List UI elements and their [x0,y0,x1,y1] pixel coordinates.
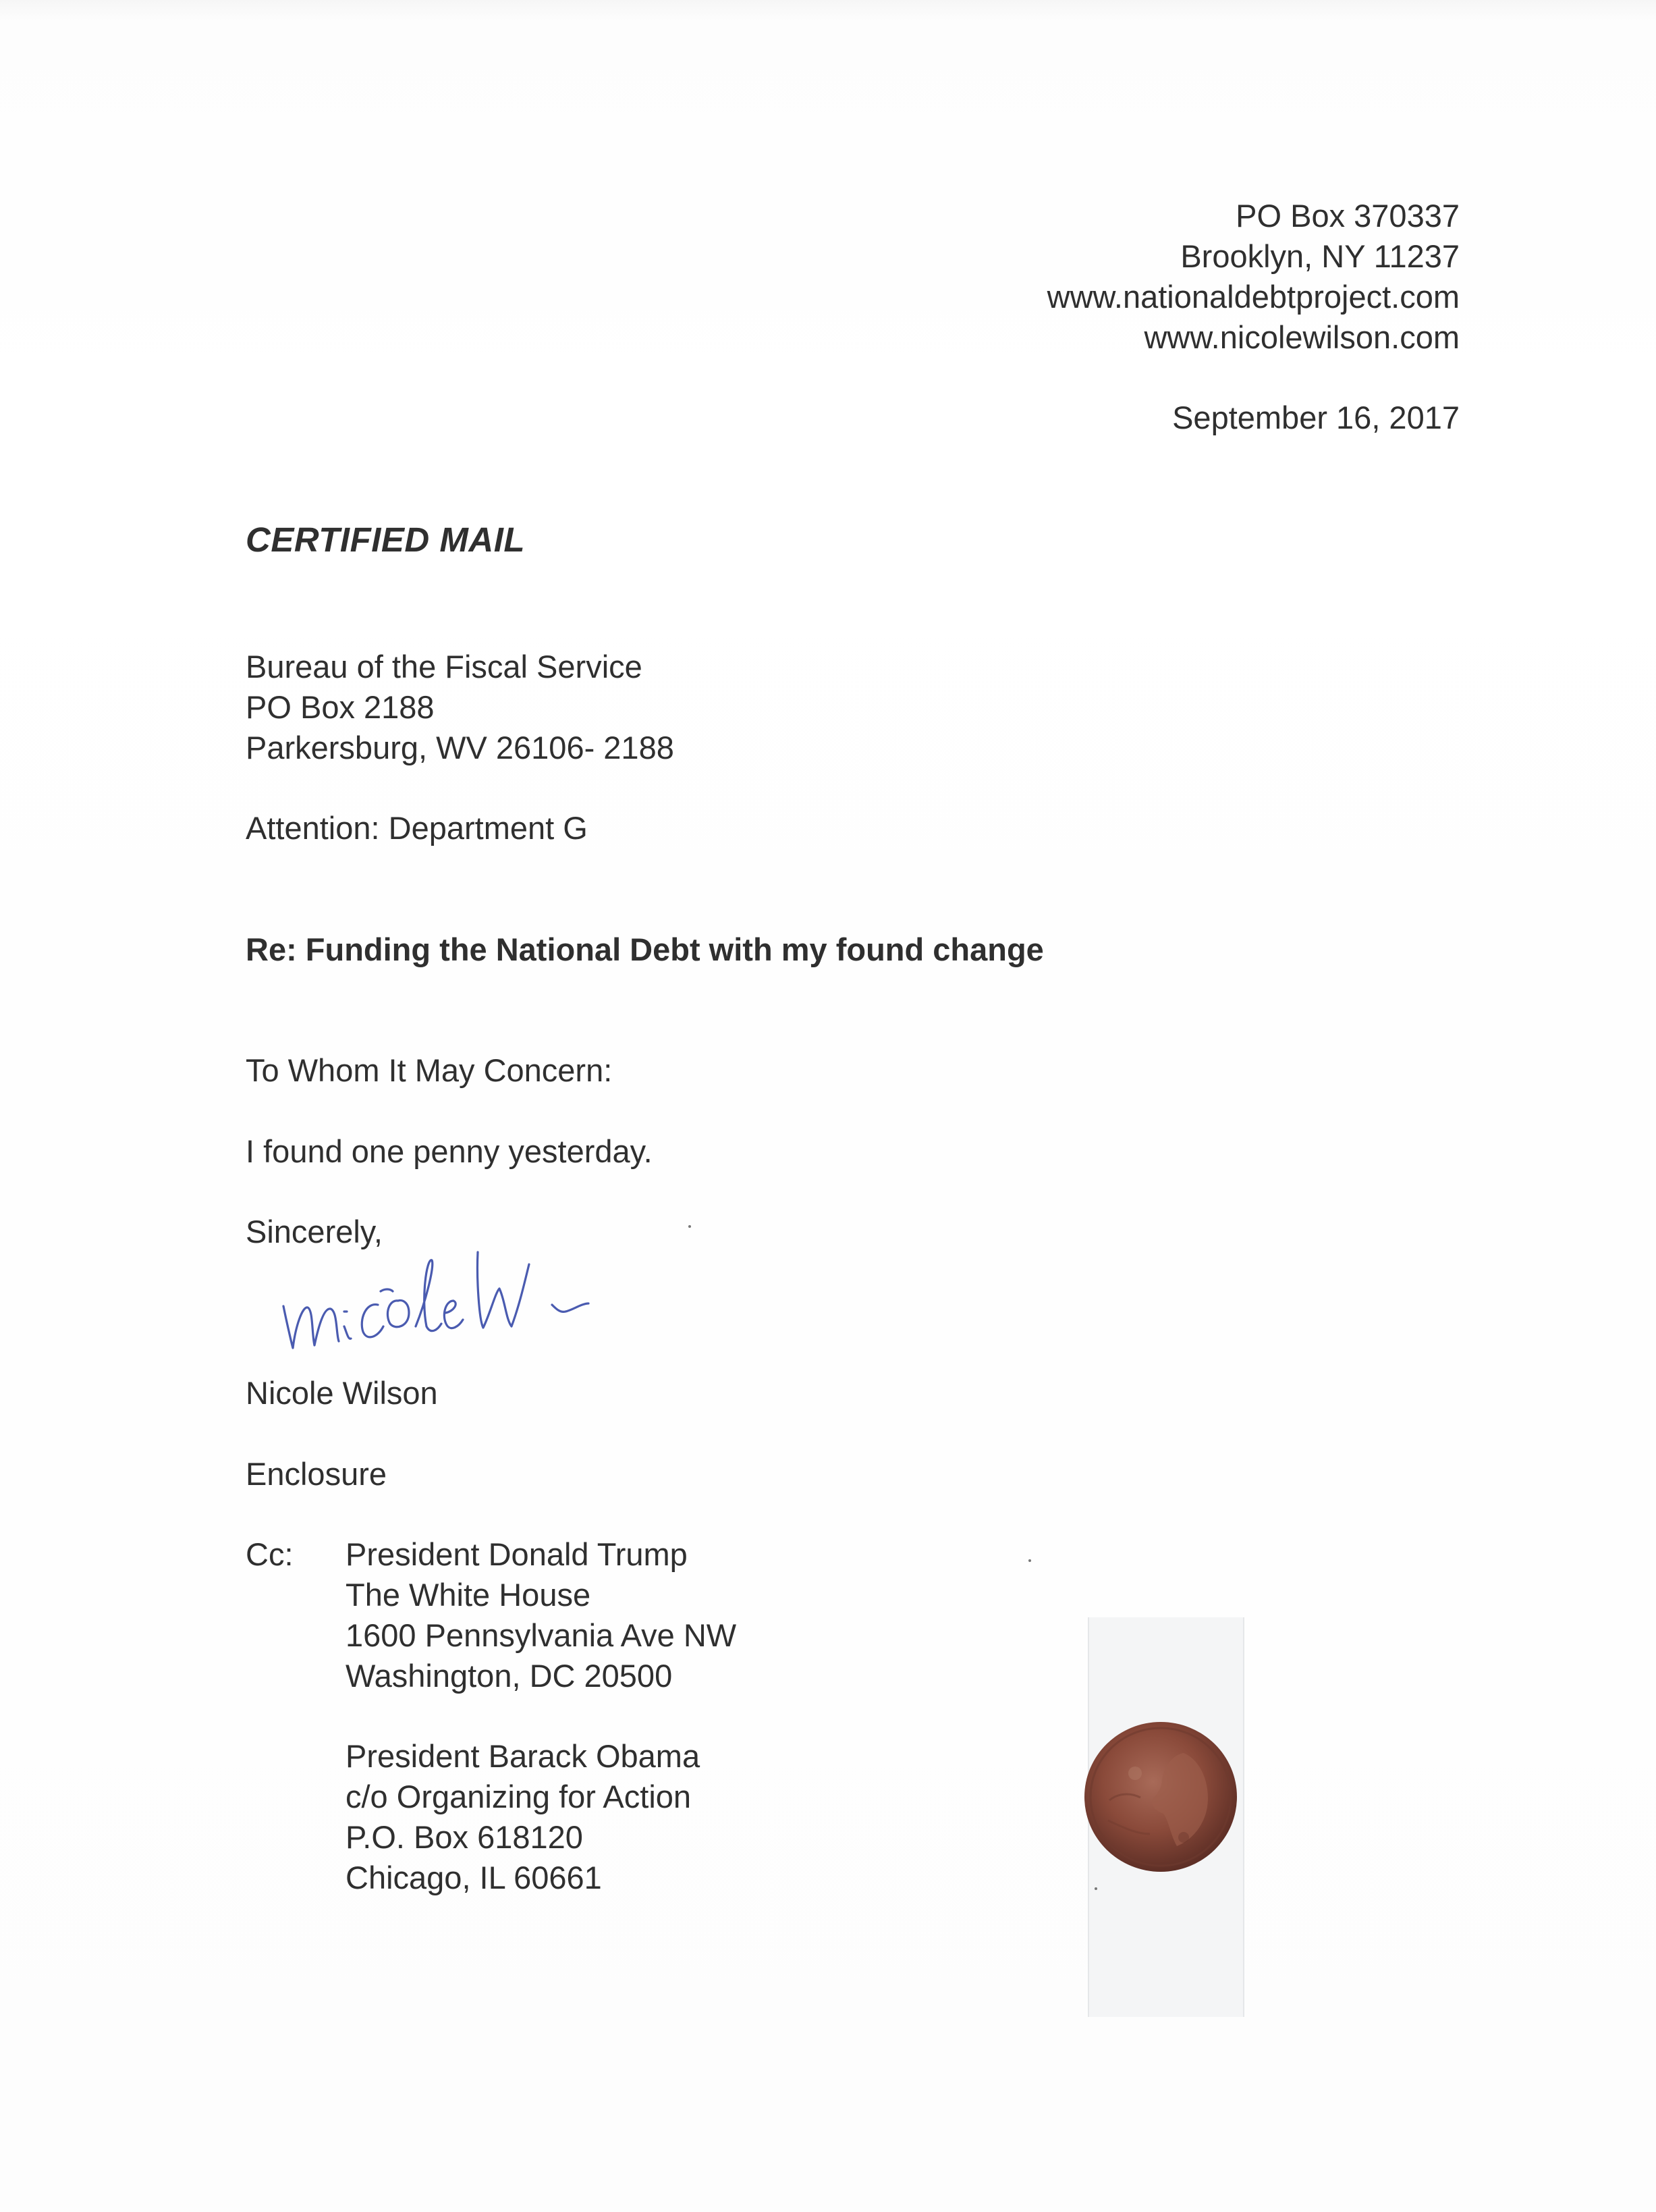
sender-city-state-zip: Brooklyn, NY 11237 [1180,238,1460,274]
sender-website-link-2: www.nicolewilson.com [1144,319,1460,355]
cc-recipient-line: Washington, DC 20500 [346,1658,673,1694]
subject-line: Re: Funding the National Debt with my found change [246,932,1044,967]
cc-recipient-line: President Donald Trump [346,1536,688,1572]
sender-po-box: PO Box 370337 [1236,198,1460,234]
paper-speck [1095,1887,1097,1890]
recipient-city-state-zip: Parkersburg, WV 26106- 2188 [246,730,674,765]
cc-recipient-line: c/o Organizing for Action [346,1779,692,1814]
handwritten-signature [277,1225,668,1370]
sender-website-link-1: www.nationaldebtproject.com [1047,279,1460,315]
salutation: To Whom It May Concern: [246,1052,613,1088]
signer-name: Nicole Wilson [246,1375,438,1411]
cc-recipient-line: P.O. Box 618120 [346,1819,583,1855]
cc-label: Cc: [246,1536,294,1572]
body-message: I found one penny yesterday. [246,1133,653,1169]
paper-speck [1028,1559,1031,1562]
attention-line: Attention: Department G [246,810,588,846]
enclosure-label: Enclosure [246,1456,387,1492]
cc-recipient-line: Chicago, IL 60661 [346,1860,602,1895]
certified-mail-heading: CERTIFIED MAIL [246,520,526,559]
cc-recipient-line: The White House [346,1577,591,1613]
closing: Sincerely, [246,1214,383,1249]
paper-speck [688,1225,691,1228]
penny-coin-icon [1082,1719,1239,1874]
recipient-name: Bureau of the Fiscal Service [246,649,642,684]
letter-date: September 16, 2017 [1172,400,1460,435]
recipient-po-box: PO Box 2188 [246,689,435,725]
cc-recipient-line: 1600 Pennsylvania Ave NW [346,1617,737,1653]
cc-recipient-line: President Barack Obama [346,1738,700,1774]
